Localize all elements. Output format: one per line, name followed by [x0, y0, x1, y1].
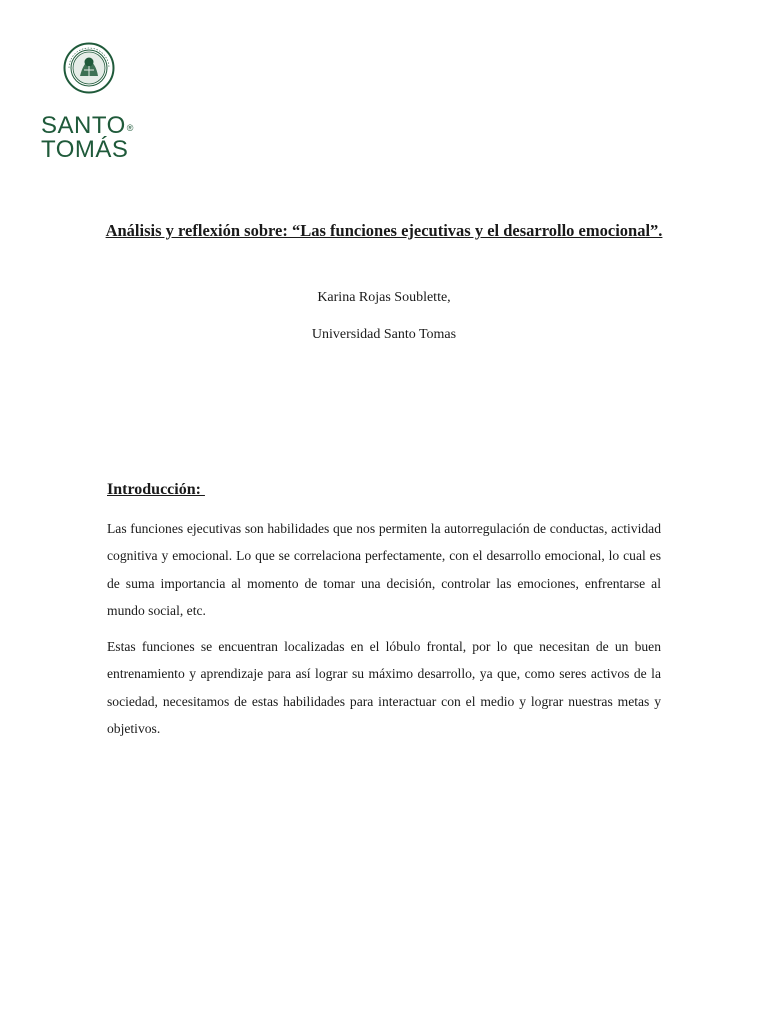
section-heading-introduction: Introducción:	[107, 481, 205, 498]
document-title: Análisis y reflexión sobre: “Las funciones ejecutivas y el desarrollo emocional”.	[105, 221, 663, 240]
author-name: Karina Rojas Soublette,	[317, 290, 451, 305]
logo-wordmark-line2: TOMÁS	[41, 136, 129, 163]
university-logo	[36, 42, 146, 163]
logo-wordmark-line1: SANTO®	[41, 112, 134, 139]
paragraph: Estas funciones se encuentran localizadas en el lóbulo frontal, por lo que necesitan de un buen entrenamiento y aprendizaje para así lograr su máximo desarrollo, ya que, como seres activos de la sociedad, necesitamos de estas habilidades para interactuar con el medio y lograr nuestras metas y objetivos.	[107, 639, 661, 736]
author-affiliation: Universidad Santo Tomas	[311, 327, 457, 342]
registered-mark: ®	[126, 123, 134, 133]
paragraph: Las funciones ejecutivas son habilidades que nos permiten la autorregulación de conductas, actividad cognitiva y emocional. Lo que se correlaciona perfectamente, con el desarrollo emocional, lo cual es de suma importancia al momento de tomar una decisión, controlar las emociones, enfrentarse al mundo social, etc.	[107, 521, 661, 618]
university-seal-icon	[63, 42, 115, 94]
